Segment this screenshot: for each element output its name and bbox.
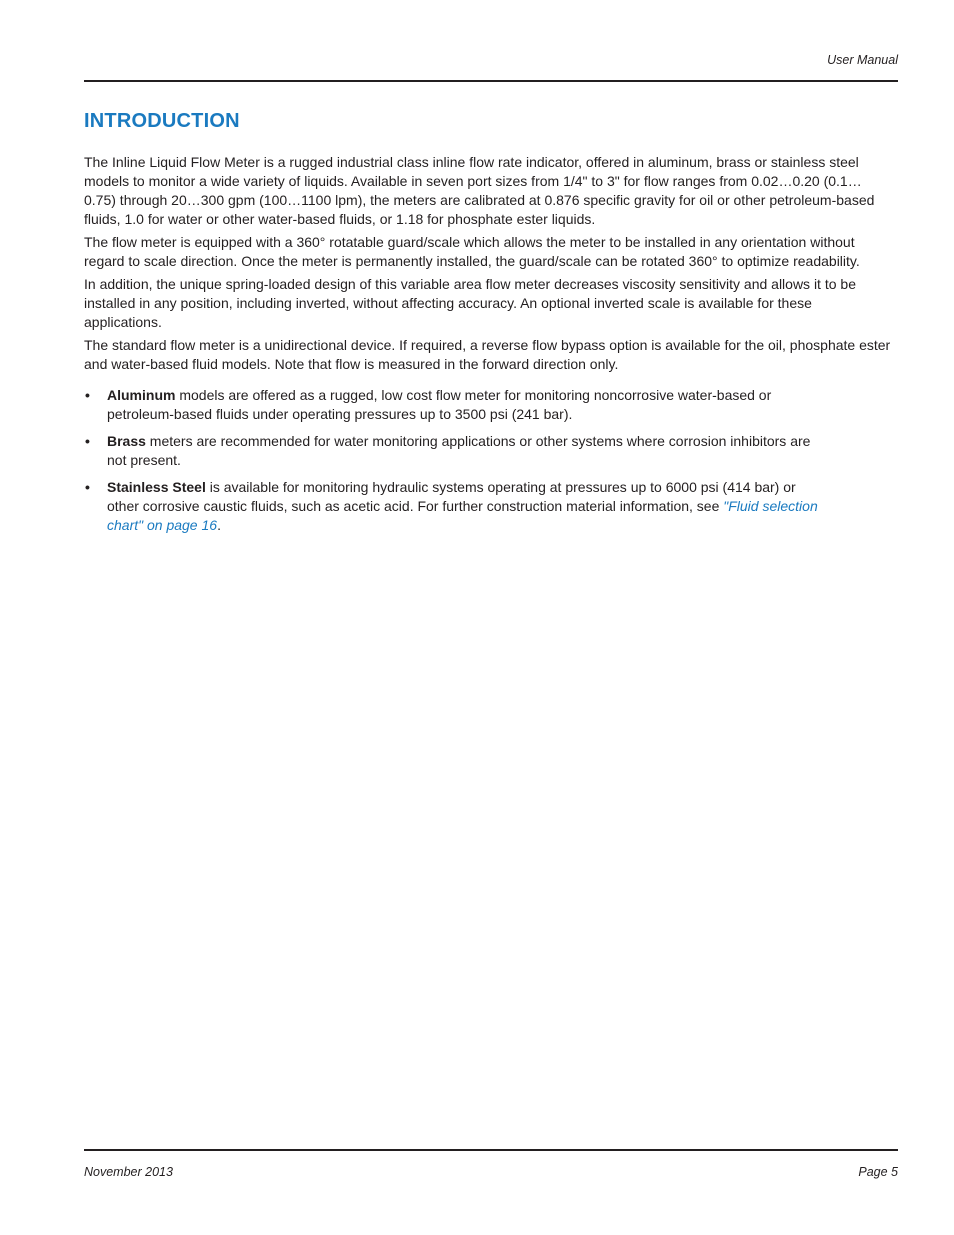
list-item-aluminum bbox=[84, 386, 827, 424]
list-item-term: Brass bbox=[107, 433, 146, 449]
flow-direction-paragraph: The standard flow meter is a unidirectional device. If required, a reverse flow bypass option is available for the oil, phosphate ester and water-based fluid models. Note that flow is measured in the forward direction only. bbox=[84, 337, 891, 372]
list-item-term: Stainless Steel bbox=[107, 479, 206, 495]
intro-paragraph: The Inline Liquid Flow Meter is a rugged industrial class inline flow rate indicator, offered in aluminum, brass or stainless steel models to monitor a wide variety of liquids. Available in seven port sizes from 1/4" to 3" for flow ranges from 0.02…0.20 (0.1…0.75) through 20…300 gpm (100…1100 lpm), the meters are calibrated at 0.876 specific gravity for oil or other petroleum-based fluids, 1.0 for water or other water-based fluids, or 1.18 for phosphate ester liquids. bbox=[84, 154, 875, 227]
bullet-marker: • bbox=[85, 433, 90, 449]
material-list bbox=[84, 386, 892, 535]
guard-scale-paragraph: The flow meter is equipped with a 360° rotatable guard/scale which allows the meter to be installed in any orientation without regard to scale direction. Once the meter is permanently installed, the guard/scale can be rotated 360° to optimize readability. bbox=[84, 234, 860, 269]
bullet-marker: • bbox=[85, 387, 90, 403]
list-item-stainless-steel bbox=[84, 478, 827, 535]
spring-design-paragraph: In addition, the unique spring-loaded design of this variable area flow meter decreases viscosity sensitivity and allows it to be installed in any position, including inverted, without affecting accuracy. An optional inverted scale is available for these applications. bbox=[84, 276, 856, 330]
list-item-brass bbox=[84, 432, 827, 470]
footer-date: November 2013 bbox=[84, 1165, 173, 1179]
list-item-text: is available for monitoring hydraulic systems operating at pressures up to 6000 psi (414 bar) or other corrosive caustic fluids, such as acetic acid. For further construction material information, see bbox=[107, 479, 796, 514]
fluid-selection-chart-link[interactable]: "Fluid selection chart" on page 16 bbox=[107, 498, 818, 533]
header-rule bbox=[84, 80, 898, 82]
list-item-text: meters are recommended for water monitoring applications or other systems where corrosion inhibitors are not present. bbox=[107, 433, 811, 468]
list-item-term: Aluminum bbox=[107, 387, 176, 403]
page-number: Page 5 bbox=[858, 1165, 898, 1179]
bullet-marker: • bbox=[85, 479, 90, 495]
running-header: User Manual bbox=[827, 53, 898, 67]
footer-rule bbox=[84, 1149, 898, 1151]
list-item-trailing: . bbox=[217, 517, 221, 533]
section-title: INTRODUCTION bbox=[84, 110, 240, 132]
list-item-text: models are offered as a rugged, low cost flow meter for monitoring noncorrosive water-based or petroleum-based fluids under operating pressures up to 3500 psi (241 bar). bbox=[107, 387, 772, 422]
body-content bbox=[84, 153, 892, 543]
